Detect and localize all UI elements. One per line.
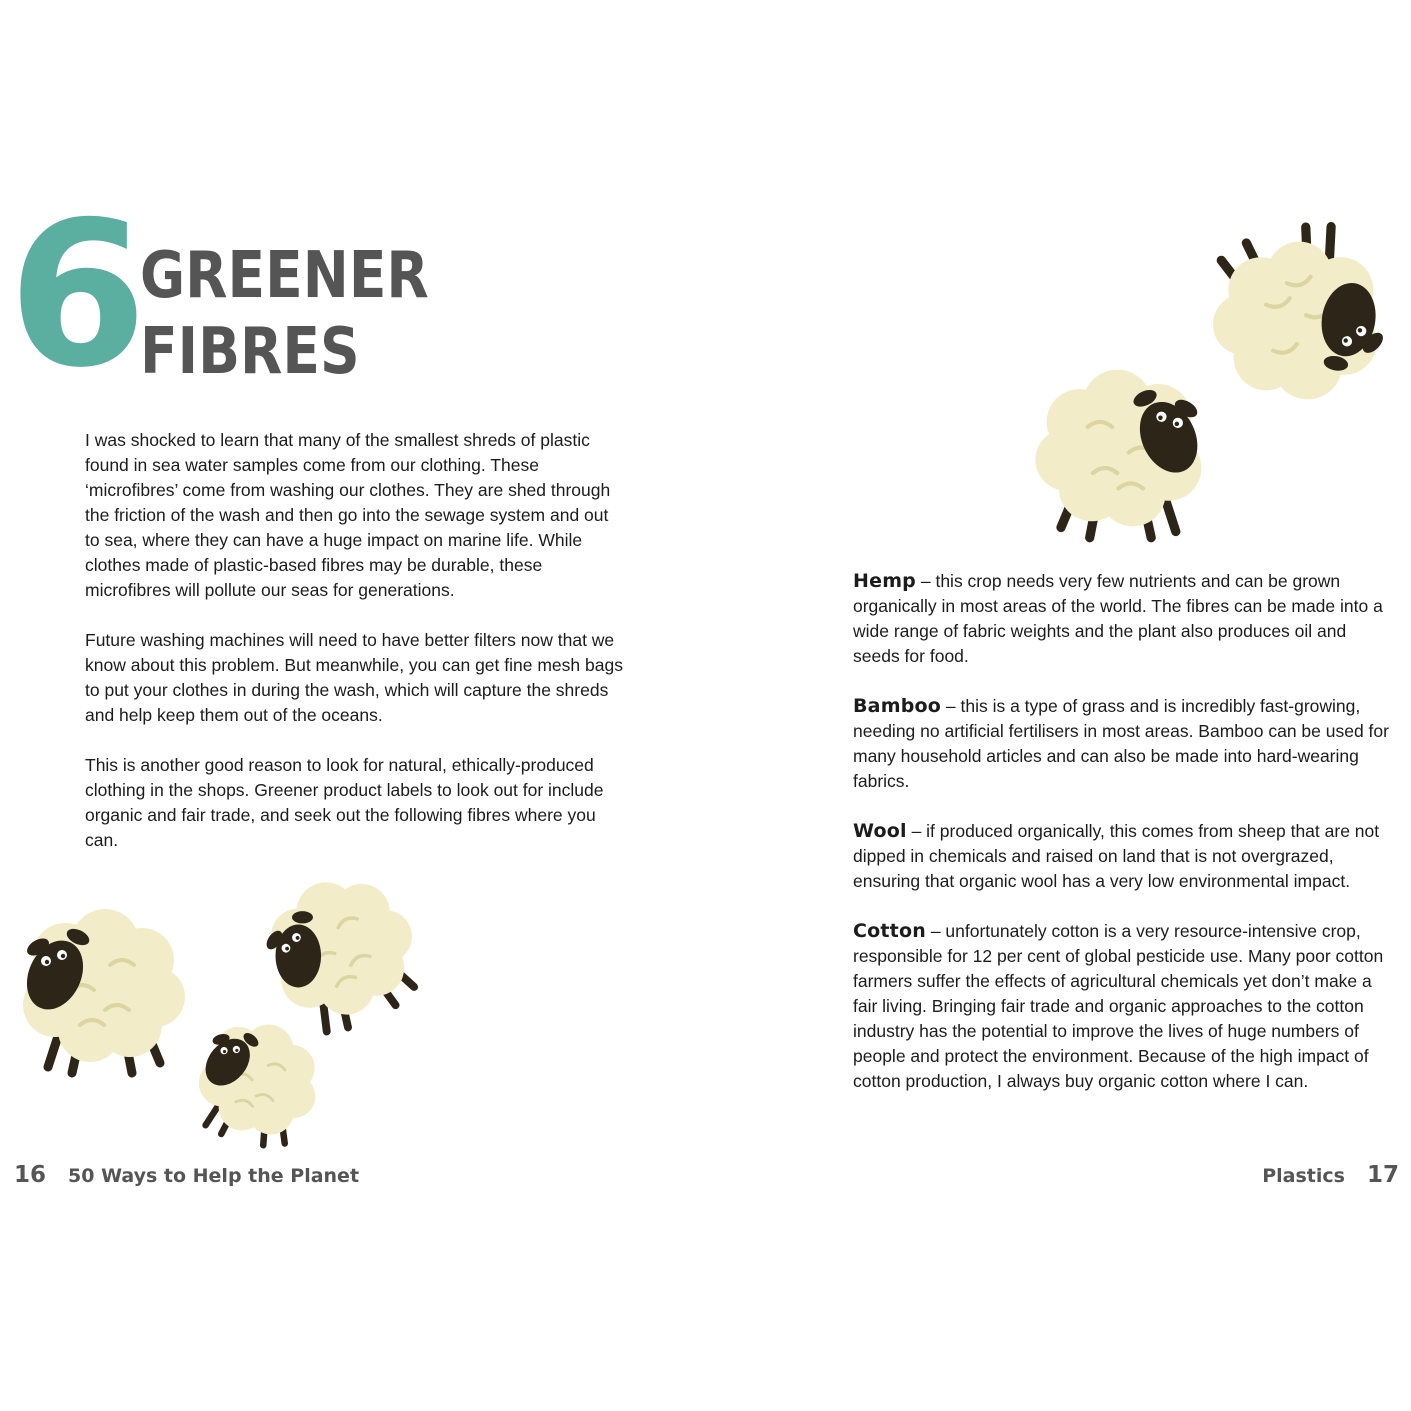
fibre-term: Wool [853,820,907,842]
page-number-right: 17 [1366,1162,1399,1188]
chapter-title-line-1: GREENER [140,239,429,313]
chapter-title-line-2: FIBRES [140,315,360,389]
fibre-description: – this is a type of grass and is incredibly fast-growing, needing no artificial fertilisers in most areas. Bamboo can be used for many household articles and can also be made into hard-wearing fabrics. [853,696,1389,791]
chapter-number: 6 [8,179,142,412]
section-title: Plastics [1262,1165,1345,1187]
sheep-illustration-left [0,860,440,1160]
footer-left [14,1161,359,1190]
sheep-icon [1015,215,1411,550]
left-paragraph-2: Future washing machines will need to have better filters now that we know about this problem. But meanwhile, you can get fine mesh bags to put your clothes in during the wash, which will capture the shreds and help keep them out of the oceans. [85,630,623,725]
chapter-title [140,238,429,390]
sheep-icon [0,860,440,1160]
fibre-entry-cotton [853,919,1393,1094]
left-paragraph-3: This is another good reason to look for natural, ethically-produced clothing in the shops. Greener product labels to look out for include organic and fair trade, and seek out the following fibres where you can. [85,755,604,850]
left-paragraph-1: I was shocked to learn that many of the smallest shreds of plastic found in sea water samples come from our clothing. These ‘microfibres’ come from washing our clothes. They are shed through the friction of the wash and then go into the sewage system and out to sea, where they can have a huge impact on marine life. While clothes made of plastic-based fibres may be durable, these microfibres will pollute our seas for generations. [85,430,611,600]
fibre-description: – this crop needs very few nutrients and can be grown organically in most areas of the world. The fibres can be made into a wide range of fabric weights and the plant also produces oil and seeds for food. [853,571,1383,666]
right-column-text [853,569,1393,1119]
footer-right [1262,1161,1399,1190]
fibre-term: Hemp [853,570,916,592]
left-column-text [85,428,625,878]
book-title: 50 Ways to Help the Planet [68,1165,360,1187]
fibre-term: Bamboo [853,695,942,717]
fibre-description: – if produced organically, this comes from sheep that are not dipped in chemicals and raised on land that is not overgrazed, ensuring that organic wool has a very low environmental impact. [853,821,1380,891]
fibre-entry-hemp [853,569,1393,669]
page-number-left: 16 [14,1162,47,1188]
sheep-illustration-right [1015,215,1411,550]
fibre-description: – unfortunately cotton is a very resource-intensive crop, responsible for 12 per cent of global pesticide use. Many poor cotton farmers suffer the effects of agricultural chemicals yet don’t make a fair living. Bringing fair trade and organic approaches to the cotton industry has the potential to improve the lives of huge numbers of people and protect the environment. Because of the high impact of cotton production, I always buy organic cotton where I can. [853,921,1384,1091]
fibre-entry-bamboo [853,694,1393,794]
fibre-entry-wool [853,819,1393,894]
fibre-term: Cotton [853,920,926,942]
